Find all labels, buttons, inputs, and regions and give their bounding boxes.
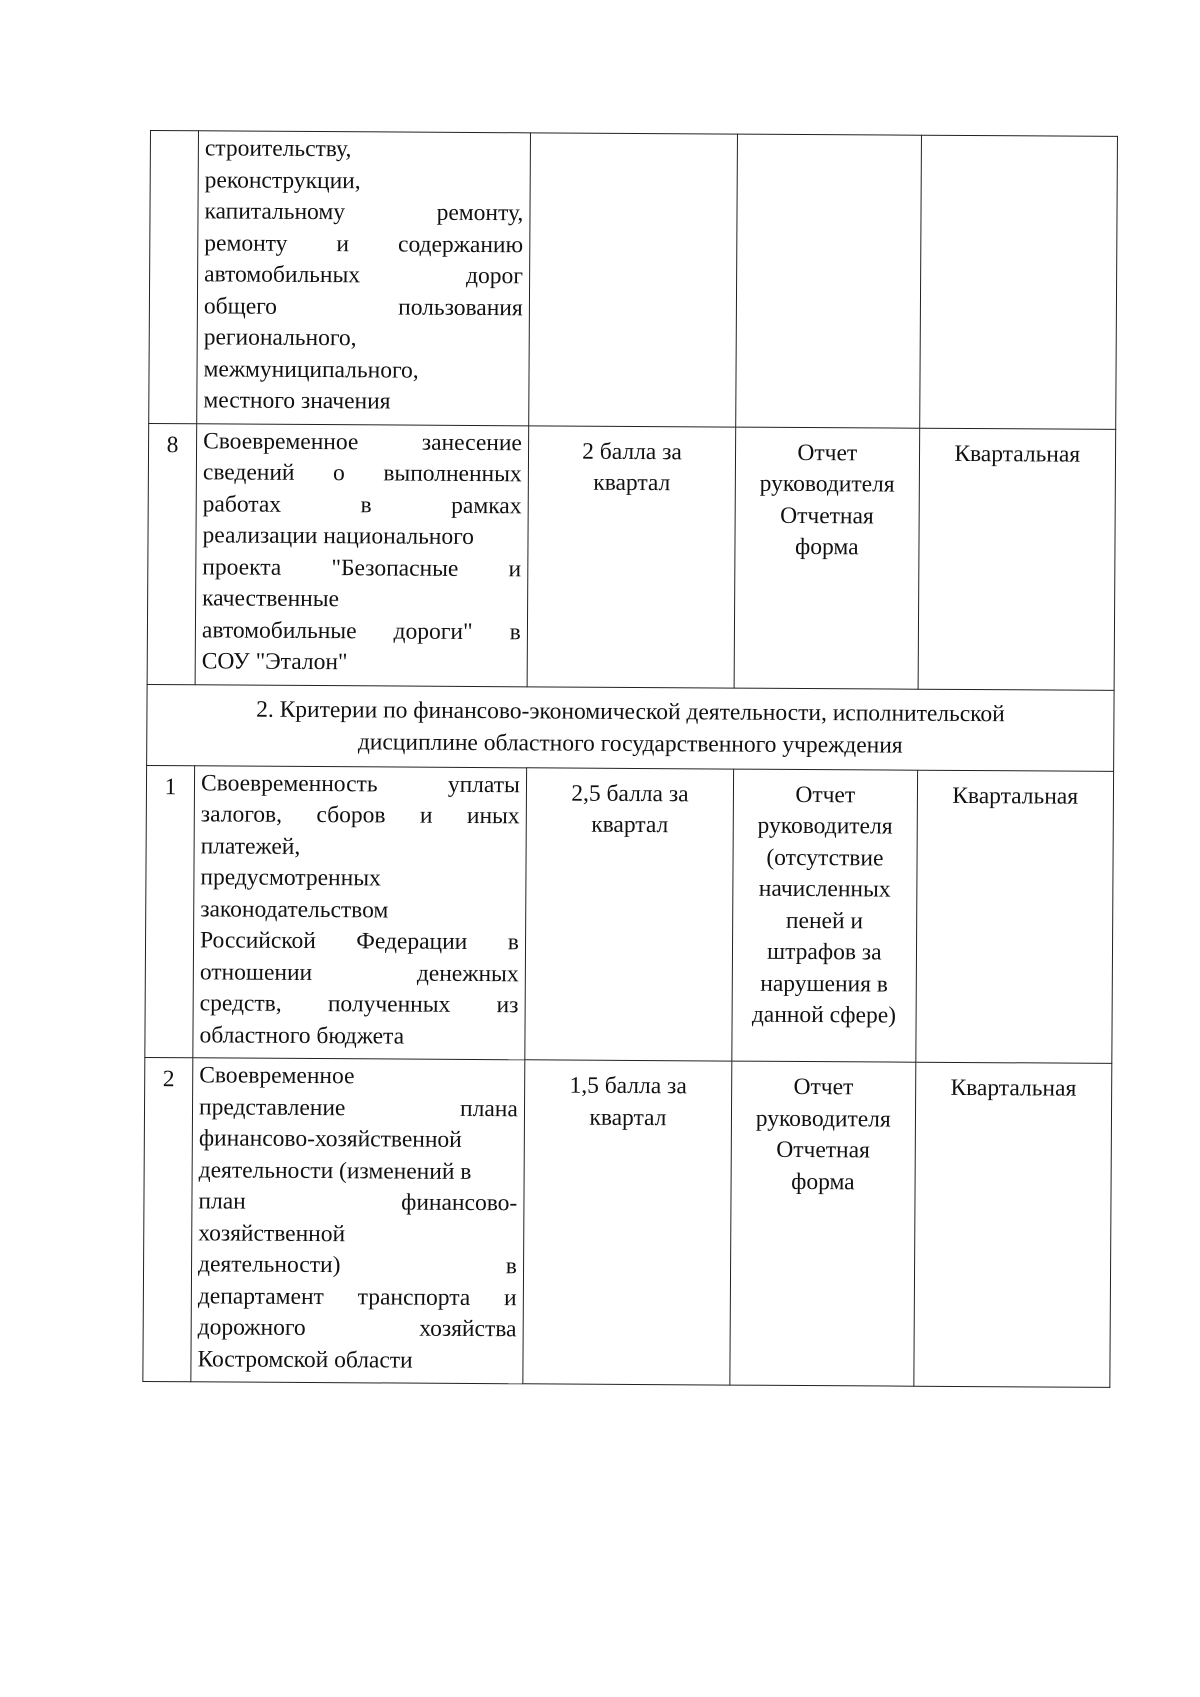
text-line: работах в рамках <box>202 490 522 519</box>
text-line: законодательством <box>200 895 389 923</box>
text-line: хозяйственной <box>198 1219 346 1247</box>
text-line: реализации национального <box>202 522 475 550</box>
text-line: дорожного хозяйства <box>197 1314 517 1343</box>
text-line: руководителя <box>755 1105 891 1133</box>
text-line: строительству, <box>204 135 352 163</box>
text-line: руководителя <box>759 470 895 498</box>
criterion-description <box>193 765 527 1060</box>
points-cell <box>528 133 737 427</box>
text-line: (отсутствие <box>766 844 884 871</box>
table-row-2-1 <box>145 765 1114 1063</box>
text-line: Своевременное <box>199 1062 355 1090</box>
text-line: реконструкции, <box>204 166 361 194</box>
source-cell <box>734 427 919 689</box>
row-number: 8 <box>147 423 197 684</box>
text-line: платежей, <box>200 832 301 860</box>
text-line: местного значения <box>203 387 391 415</box>
points-cell <box>527 425 736 687</box>
criteria-table <box>142 130 1118 1388</box>
text-line: форма <box>791 1168 855 1195</box>
text-line: департамент транспорта и <box>197 1282 517 1311</box>
period-cell <box>919 135 1117 429</box>
text-line: предусмотренных <box>200 864 381 892</box>
text-line: сведений о выполненных <box>202 459 522 488</box>
text-line: регионального, <box>203 324 357 352</box>
text-line: Своевременность уплаты <box>200 769 520 798</box>
text-line: залогов, сборов и иных <box>200 801 520 830</box>
source-cell <box>736 134 921 428</box>
section-header-row <box>147 684 1114 771</box>
section-title <box>147 684 1114 771</box>
text-line: отношении денежных <box>199 958 519 987</box>
text-line: дисциплине областного государственного учреждения <box>357 728 903 759</box>
text-line: данной сфере) <box>751 1001 897 1029</box>
text-line: начисленных <box>758 875 891 903</box>
text-line: Отчетная <box>776 1136 870 1164</box>
text-line: качественные <box>202 585 340 613</box>
row-number <box>149 131 199 424</box>
table-row-continued <box>149 131 1118 429</box>
table-row-8 <box>147 423 1116 690</box>
text-line: автомобильных дорог <box>204 261 523 290</box>
text-line: СОУ "Эталон" <box>201 648 348 676</box>
text-line: представление плана <box>198 1093 518 1122</box>
text-line: 2 балла за <box>582 438 682 465</box>
text-line: руководителя <box>757 812 893 840</box>
text-line: Отчет <box>797 439 858 466</box>
text-line: нарушения в <box>760 970 889 998</box>
text-line: Отчет <box>795 781 856 808</box>
text-line: штрафов за <box>766 938 882 966</box>
criterion-description <box>197 131 531 426</box>
text-line: форма <box>794 533 859 561</box>
text-line: Своевременное занесение <box>203 427 522 456</box>
text-line: автомобильные дороги" в <box>201 616 521 645</box>
text-line: 1,5 балла за <box>569 1072 687 1100</box>
period-cell: Квартальная <box>915 770 1113 1064</box>
text-line: пеней и <box>785 907 864 934</box>
text-line: 2,5 балла за <box>571 780 689 807</box>
text-line: финансово-хозяйственной <box>198 1125 462 1153</box>
text-line: квартал <box>593 469 671 497</box>
text-line: квартал <box>591 811 669 839</box>
criterion-description <box>191 1058 525 1384</box>
row-number: 2 <box>143 1057 193 1381</box>
text-line: Костромской области <box>197 1345 413 1374</box>
text-line: ремонту и содержанию <box>204 229 524 258</box>
text-line: Отчет <box>793 1073 854 1101</box>
criterion-description <box>195 423 528 686</box>
text-line: капитальному ремонту, <box>204 198 524 227</box>
text-line: проекта "Безопасные и <box>202 553 522 582</box>
text-line: Отчетная <box>780 502 874 529</box>
points-cell <box>523 1060 732 1385</box>
source-cell <box>730 1061 915 1386</box>
text-line: план финансово- <box>198 1188 518 1217</box>
text-line: деятельности) в <box>198 1251 517 1280</box>
text-line: средств, полученных из <box>199 990 519 1019</box>
table-row-2-2 <box>143 1057 1112 1387</box>
source-cell <box>732 769 917 1063</box>
row-number: 1 <box>145 765 195 1058</box>
text-line: квартал <box>589 1104 667 1131</box>
text-line: общего пользования <box>203 292 523 321</box>
period-cell: Квартальная <box>918 428 1116 690</box>
text-line: деятельности (изменений в <box>198 1156 472 1185</box>
points-cell <box>525 767 734 1061</box>
text-line: областного бюджета <box>199 1021 405 1050</box>
period-cell: Квартальная <box>913 1062 1111 1387</box>
text-line: межмуниципального, <box>203 355 419 384</box>
text-line: 2. Критерии по финансово-экономической деятельности, исполнительской <box>256 696 1005 727</box>
text-line: Российской Федерации в <box>199 927 519 956</box>
